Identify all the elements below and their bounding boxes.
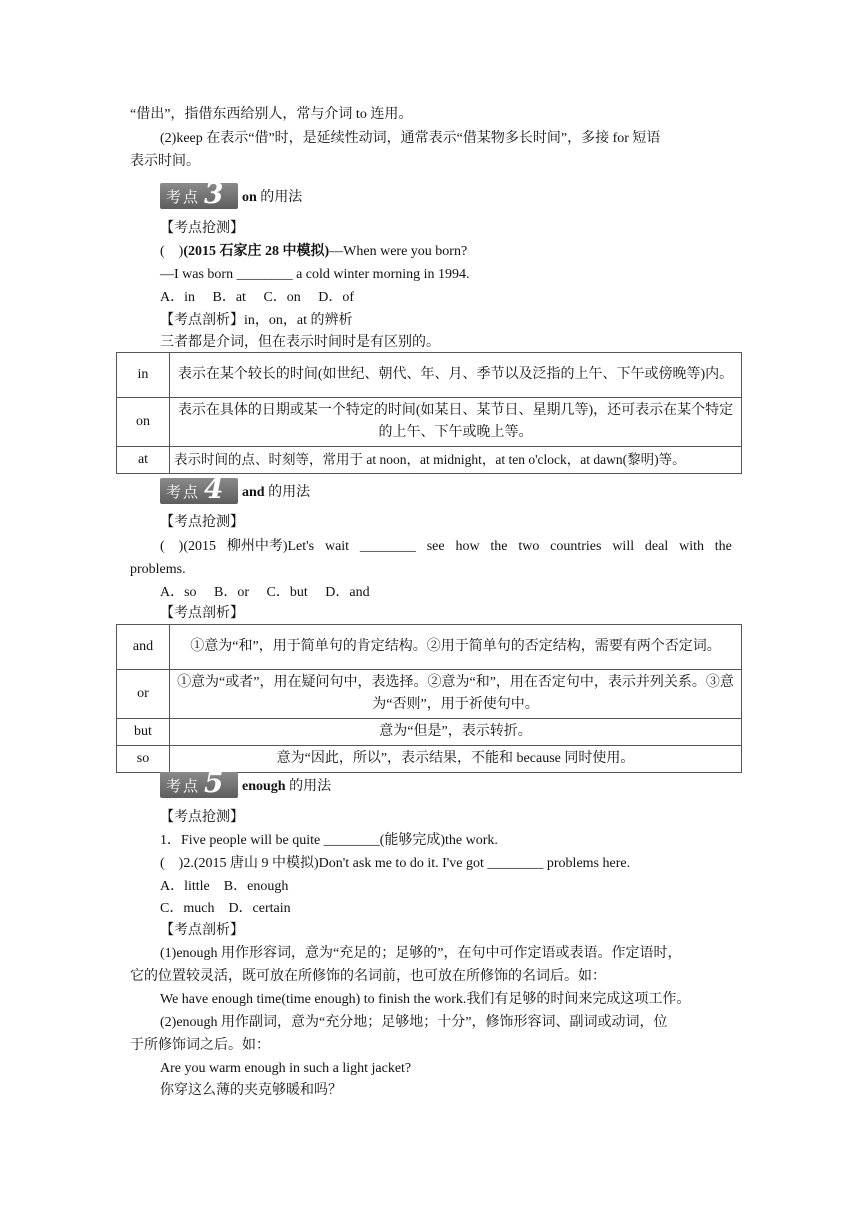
question-word: the <box>490 539 508 554</box>
section-title-keyword: on <box>242 190 257 205</box>
paragraph-line: 于所修饰词之后。如： <box>130 1038 270 1053</box>
question-word: the <box>714 539 732 554</box>
table-key: and <box>117 625 170 670</box>
example-line: We have enough time(time enough) to finish the work.我们有足够的时间来完成这项工作。 <box>160 992 691 1007</box>
table-desc: 意为“但是”，表示转折。 <box>170 719 742 746</box>
question-line: problems. <box>130 562 186 577</box>
options-line: A．so B．or C．but D．and <box>160 585 370 600</box>
analysis-header: 【考点剖析】in，on，at 的辨析 <box>160 313 353 328</box>
table-key: or <box>117 670 170 719</box>
section-badge-4 <box>160 472 238 505</box>
analysis-header: 【考点剖析】 <box>160 606 244 621</box>
prepositions-table <box>116 352 742 474</box>
analysis-header: 【考点剖析】 <box>160 923 244 938</box>
section-badge-5 <box>160 766 238 799</box>
section-title-4 <box>242 482 310 504</box>
table-row <box>117 719 742 746</box>
question-source: (2015 石家庄 28 中模拟) <box>183 244 330 259</box>
table-desc: ①意为“或者”，用在疑问句中，表选择。②意为“和”，用在否定句中，表示并列关系。③意为“否则”，用于祈使句中。 <box>170 670 742 719</box>
table-desc: 意为“因此，所以”，表示结果，不能和 because 同时使用。 <box>170 746 742 773</box>
question-line <box>160 536 732 558</box>
table-key: in <box>117 353 170 398</box>
question-word: deal <box>644 539 669 554</box>
badge-label: 考点 <box>166 187 201 206</box>
question-word: 柳州中考)Let's <box>226 539 315 554</box>
question-word: two <box>518 539 540 554</box>
badge-number: 4 <box>204 472 226 505</box>
options-line: A．little B．enough <box>160 879 289 894</box>
table-desc: 表示时间的点、时刻等，常用于 at noon，at midnight，at ten o'clock，at dawn(黎明)等。 <box>170 447 742 474</box>
table-desc: 表示在某个较长的时间(如世纪、朝代、年、月、季节以及泛指的上午、下午或傍晚等)内。 <box>170 353 742 398</box>
section-title-keyword: and <box>242 485 265 500</box>
question-line: 1．Five people will be quite ________(能够完成)the work. <box>160 833 498 848</box>
section-title-3 <box>242 187 302 209</box>
text-line: “借出”，指借东西给别人，常与介词 to 连用。 <box>130 107 413 122</box>
question-word: wait <box>324 539 350 554</box>
text-line: 表示时间。 <box>130 154 200 169</box>
answer-blank: ( ) <box>160 244 184 259</box>
section-title-text: 的用法 <box>285 779 332 794</box>
test-header: 【考点抢测】 <box>160 515 244 530</box>
intro-line: 三者都是介词，但在表示时间时是有区别的。 <box>160 335 440 350</box>
table-key: on <box>117 398 170 447</box>
table-key: so <box>117 746 170 773</box>
table-desc: ①意为“和”，用于简单句的肯定结构。②用于简单句的否定结构，需要有两个否定词。 <box>170 625 742 670</box>
table-row <box>117 447 742 474</box>
paragraph-line: (2)enough 用作副词，意为“充分地；足够地；十分”，修饰形容词、副词或动词，位 <box>160 1015 668 1030</box>
section-title-keyword: enough <box>242 779 286 794</box>
text-line: (2)keep 在表示“借”时，是延续性动词，通常表示“借某物多长时间”，多接 for 短语 <box>160 131 661 146</box>
example-line: Are you warm enough in such a light jacket? <box>160 1061 412 1076</box>
conjunctions-table <box>116 624 742 773</box>
question-word: ( )(2015 <box>160 539 216 554</box>
table-row <box>117 625 742 670</box>
table-row <box>117 398 742 447</box>
question-line <box>160 241 467 263</box>
question-word: will <box>612 539 635 554</box>
badge-label: 考点 <box>166 482 201 501</box>
section-title-text: 的用法 <box>264 485 311 500</box>
options-line: A．in B．at C．on D．of <box>160 290 355 305</box>
question-line: ( )2.(2015 唐山 9 中模拟)Don't ask me to do it. I've got ________ problems here. <box>160 856 631 871</box>
table-row <box>117 670 742 719</box>
table-key: at <box>117 447 170 474</box>
question-line: —I was born ________ a cold winter morning in 1994. <box>160 267 470 282</box>
table-row <box>117 353 742 398</box>
question-word: countries <box>550 539 602 554</box>
section-badge-3 <box>160 177 238 210</box>
question-text: —When were you born? <box>329 244 468 259</box>
example-translation: 你穿这么薄的夹克够暖和吗？ <box>160 1083 342 1098</box>
badge-number: 3 <box>204 177 226 210</box>
paragraph-line: (1)enough 用作形容词，意为“充足的；足够的”，在句中可作定语或表语。作定语时， <box>160 946 682 961</box>
section-title-5 <box>242 776 331 798</box>
question-word: with <box>679 539 704 554</box>
paragraph-line: 它的位置较灵活，既可放在所修饰的名词前，也可放在所修饰的名词后。如： <box>130 969 606 984</box>
badge-number: 5 <box>204 766 226 799</box>
test-header: 【考点抢测】 <box>160 810 244 825</box>
question-word: ________ <box>359 539 416 554</box>
badge-label: 考点 <box>166 776 201 795</box>
table-key: but <box>117 719 170 746</box>
question-word: how <box>455 539 480 554</box>
test-header: 【考点抢测】 <box>160 221 244 236</box>
options-line: C．much D．certain <box>160 901 291 916</box>
section-title-text: 的用法 <box>256 190 303 205</box>
question-word: see <box>426 539 445 554</box>
table-desc: 表示在具体的日期或某一个特定的时间(如某日、某节日、星期几等)，还可表示在某个特定的上午、下午或晚上等。 <box>170 398 742 447</box>
